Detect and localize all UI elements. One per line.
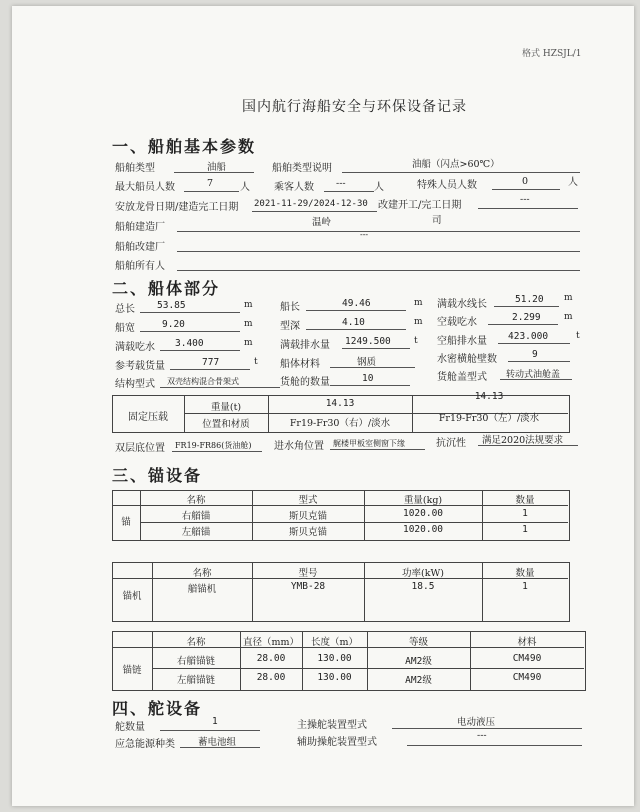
bulkhead-value: 9 bbox=[532, 349, 538, 360]
aux-steer-value: --- bbox=[477, 730, 487, 741]
section-1-title: 一、船舶基本参数 bbox=[112, 137, 257, 156]
max-crew-label: 最大船员人数 bbox=[115, 182, 175, 193]
lbp-unit: m bbox=[414, 298, 423, 308]
chain-cell: 左艏锚链 bbox=[176, 675, 215, 686]
keel-date-value: 2021-11-29/2024-12-30 bbox=[254, 199, 368, 209]
windlass-cell: YMB-28 bbox=[290, 581, 326, 592]
chain-header-0: 名称 bbox=[186, 637, 206, 648]
ship-type-desc-value: 油船（闪点>60℃） bbox=[412, 159, 500, 170]
rebuild-date-value: --- bbox=[520, 194, 530, 205]
flood-value: 艉楼甲板室侧窗下缘 bbox=[333, 439, 405, 448]
light-disp-label: 空船排水量 bbox=[437, 336, 487, 347]
ref-cargo-label: 参考载货量 bbox=[115, 361, 165, 372]
lbp-label: 船长 bbox=[280, 302, 300, 313]
ship-type-desc-label: 船舶类型说明 bbox=[272, 163, 332, 174]
anchor-header-1: 型式 bbox=[298, 495, 318, 506]
sink-label: 抗沉性 bbox=[436, 438, 466, 449]
struct-value: 双壳结构混合骨架式 bbox=[167, 377, 239, 386]
double-bottom-value: FR19-FR86(货油舱) bbox=[175, 441, 252, 450]
ballast-label: 固定压载 bbox=[128, 412, 168, 423]
wl-unit: m bbox=[564, 293, 573, 303]
light-disp-value: 423.000 bbox=[508, 331, 549, 342]
emerg-label: 应急能源种类 bbox=[115, 739, 175, 750]
anchor-group-label: 锚 bbox=[121, 517, 131, 528]
windlass-cell: 艏锚机 bbox=[187, 584, 217, 595]
modifier-label: 船舶改建厂 bbox=[115, 242, 165, 253]
anchor-cell: 1 bbox=[522, 524, 528, 535]
ballast-pos-left: Fr19-Fr30（左）/淡水 bbox=[438, 413, 540, 424]
document-title: 国内航行海船安全与环保设备记录 bbox=[242, 99, 467, 115]
struct-label: 结构型式 bbox=[115, 379, 155, 390]
emerg-value: 蓄电池组 bbox=[198, 737, 237, 748]
beam-label: 船宽 bbox=[115, 323, 135, 334]
hold-value: 10 bbox=[362, 373, 374, 384]
windlass-header-0: 名称 bbox=[192, 568, 212, 579]
anchor-header-2: 重量(kg) bbox=[403, 495, 443, 506]
material-value: 钢质 bbox=[357, 357, 377, 368]
chain-group-label: 锚链 bbox=[122, 665, 142, 676]
passengers-value: --- bbox=[336, 178, 346, 189]
special-unit: 人 bbox=[568, 177, 578, 188]
max-crew-unit: 人 bbox=[240, 182, 250, 193]
ship-type-label: 船舶类型 bbox=[115, 163, 155, 174]
chain-cell: 28.00 bbox=[256, 653, 286, 664]
ref-cargo-value: 777 bbox=[202, 357, 220, 368]
light-disp-unit: t bbox=[576, 331, 580, 341]
chain-cell: AM2级 bbox=[405, 675, 432, 686]
section-2-title: 二、船体部分 bbox=[112, 279, 221, 298]
ref-cargo-unit: t bbox=[254, 357, 258, 367]
ballast-weight-label: 重量(t) bbox=[210, 402, 242, 413]
rebuild-date-label: 改建开工/完工日期 bbox=[378, 200, 462, 211]
hold-label: 货舱的数量 bbox=[280, 377, 330, 388]
anchor-cell: 1020.00 bbox=[402, 508, 444, 519]
modifier-value: --- bbox=[360, 230, 369, 239]
anchor-header-0: 名称 bbox=[186, 495, 206, 506]
chain-header-2: 长度（m） bbox=[310, 637, 358, 648]
chain-cell: 130.00 bbox=[317, 653, 352, 664]
owner-label: 船舶所有人 bbox=[115, 261, 165, 272]
depth-value: 4.10 bbox=[342, 317, 365, 328]
hatch-label: 货舱盖型式 bbox=[437, 372, 487, 383]
anchor-cell: 左艏锚 bbox=[181, 527, 211, 538]
lbp-value: 49.46 bbox=[342, 298, 371, 309]
hatch-value: 转动式油舱盖 bbox=[506, 370, 561, 380]
builder-value-b: 司 bbox=[432, 215, 442, 226]
main-steer-label: 主操舵装置型式 bbox=[297, 720, 367, 731]
chain-cell: CM490 bbox=[512, 653, 542, 664]
anchor-cell: 斯贝克锚 bbox=[288, 527, 327, 538]
full-disp-value: 1249.500 bbox=[345, 336, 391, 347]
light-draft-unit: m bbox=[564, 312, 573, 322]
chain-header-1: 直径（mm） bbox=[242, 637, 300, 648]
section-4-title: 四、舵设备 bbox=[112, 699, 203, 718]
wl-label: 满载水线长 bbox=[437, 299, 487, 310]
anchor-cell: 斯贝克锚 bbox=[288, 511, 327, 522]
chain-cell: AM2级 bbox=[405, 656, 432, 667]
beam-unit: m bbox=[244, 319, 253, 329]
ballast-weight-left: 14.13 bbox=[474, 391, 504, 402]
passengers-unit: 人 bbox=[374, 182, 384, 193]
anchor-cell: 1 bbox=[522, 508, 528, 519]
chain-cell: 右艏锚链 bbox=[176, 656, 215, 667]
beam-value: 9.20 bbox=[162, 319, 185, 330]
full-disp-unit: t bbox=[414, 336, 418, 346]
keel-date-label: 安放龙骨日期/建造完工日期 bbox=[115, 202, 239, 213]
full-draft-unit: m bbox=[244, 338, 253, 348]
chain-header-3: 等级 bbox=[408, 637, 428, 648]
loa-unit: m bbox=[244, 300, 253, 310]
windlass-header-1: 型号 bbox=[298, 568, 318, 579]
max-crew-value: 7 bbox=[207, 178, 214, 189]
ballast-pos-label: 位置和材质 bbox=[202, 419, 250, 430]
wl-value: 51.20 bbox=[515, 294, 544, 305]
windlass-header-3: 数量 bbox=[515, 568, 535, 579]
ballast-pos-right: Fr19-Fr30（右）/淡水 bbox=[289, 418, 391, 429]
anchor-header-3: 数量 bbox=[515, 495, 535, 506]
passengers-label: 乘客人数 bbox=[274, 182, 314, 193]
windlass-cell: 18.5 bbox=[411, 581, 435, 592]
double-bottom-label: 双层底位置 bbox=[115, 443, 165, 454]
format-code: 格式 HZSJL/1 bbox=[522, 49, 582, 59]
document-page bbox=[12, 6, 634, 806]
ship-type-value: 油船 bbox=[207, 162, 227, 173]
loa-label: 总长 bbox=[115, 304, 135, 315]
windlass-group-label: 锚机 bbox=[122, 591, 142, 602]
section-3-title: 三、锚设备 bbox=[112, 466, 203, 485]
chain-cell: 130.00 bbox=[317, 672, 352, 683]
flood-label: 进水角位置 bbox=[274, 441, 324, 452]
rudder-num-value: 1 bbox=[212, 716, 218, 727]
full-draft-value: 3.400 bbox=[175, 338, 204, 349]
special-value: 0 bbox=[522, 176, 529, 187]
depth-label: 型深 bbox=[280, 321, 300, 332]
chain-header-4: 材料 bbox=[517, 637, 537, 648]
chain-cell: CM490 bbox=[512, 672, 542, 683]
rudder-num-label: 舵数量 bbox=[115, 722, 145, 733]
anchor-cell: 右艏锚 bbox=[181, 511, 211, 522]
light-draft-label: 空载吃水 bbox=[437, 317, 477, 328]
ballast-weight-right: 14.13 bbox=[325, 398, 355, 409]
light-draft-value: 2.299 bbox=[512, 312, 541, 323]
anchor-cell: 1020.00 bbox=[402, 524, 444, 535]
windlass-cell: 1 bbox=[522, 581, 528, 592]
material-label: 船体材料 bbox=[280, 359, 320, 370]
aux-steer-label: 辅助操舵装置型式 bbox=[297, 737, 377, 748]
windlass-header-2: 功率(kW) bbox=[402, 568, 444, 579]
main-steer-value: 电动液压 bbox=[457, 717, 496, 728]
full-disp-label: 满载排水量 bbox=[280, 340, 330, 351]
loa-value: 53.85 bbox=[157, 300, 186, 311]
chain-cell: 28.00 bbox=[256, 672, 286, 683]
depth-unit: m bbox=[414, 317, 423, 327]
full-draft-label: 满载吃水 bbox=[115, 342, 155, 353]
builder-label: 船舶建造厂 bbox=[115, 222, 165, 233]
builder-value-a: 温岭 bbox=[312, 217, 332, 228]
sink-value: 满足2020法规要求 bbox=[482, 435, 564, 446]
bulkhead-label: 水密横舱壁数 bbox=[437, 354, 497, 365]
special-label: 特殊人员人数 bbox=[417, 180, 477, 191]
